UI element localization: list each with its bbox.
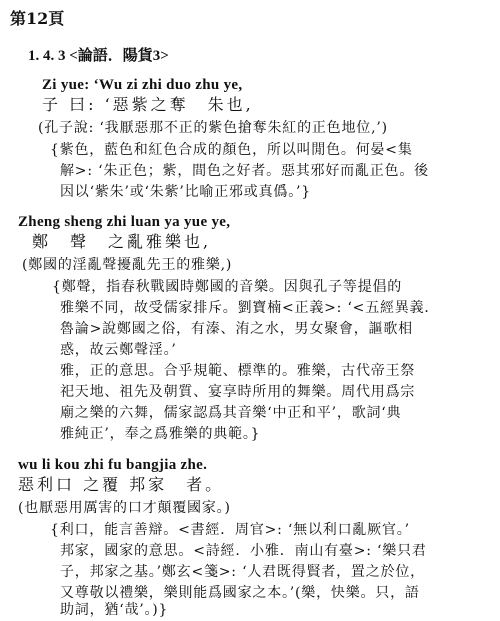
pinyin-line-3: wu li kou zhi fu bangjia zhe. [18,457,208,473]
original-text-3: 惡利口 之覆 邦家 者。 [18,475,225,494]
translation-3: (也厭惡用厲害的口才顛覆國家。) [18,500,231,516]
note-1-line-2: 解>: ‘朱正色；紫，間色之好者。惡其邪好而亂正色。後 [60,163,429,179]
original-text-1: 子 曰: ‘惡紫之奪 朱也, [42,95,254,114]
note-3-line-2: 邦家，國家的意思。<詩經．小雅．南山有臺>: ‘樂只君 [60,543,427,559]
translation-1: (孔子說: ‘我厭惡那不正的紫色搶奪朱紅的正色地位,’) [38,120,388,136]
note-2-line-4: 惑，故云鄭聲淫。’ [60,342,177,358]
page-number: 第12頁 [10,9,65,28]
note-2-line-5: 雅，正的意思。合乎規範、標準的。雅樂，古代帝王祭 [60,363,416,379]
note-2-line-8: 雅純正’，奉之爲雅樂的典範。} [60,426,261,442]
note-1-line-3: 因以‘紫朱’或‘朱紫’比喻正邪或真僞。’} [60,184,311,200]
note-1-line-1: {紫色，藍色和紅色合成的顏色，所以叫閒色。何晏<集 [50,142,413,158]
note-3-line-5: 助詞，猶‘哉’。)} [60,602,169,618]
pinyin-line-2: Zheng sheng zhi luan ya yue ye, [18,214,231,230]
translation-2: (鄭國的淫亂聲擾亂先王的雅樂,) [22,257,233,273]
original-text-2: 鄭 聲 之亂雅樂也, [32,232,212,251]
note-2-line-6: 祀天地、祖先及朝質、宴享時所用的舞樂。周代用爲宗 [60,384,416,400]
note-3-line-1: {利口，能言善辯。<書經．周官>: ‘無以利口亂厥官。’ [50,522,410,538]
note-2-line-3: 魯論>說鄭國之俗，有溱、洧之水，男女聚會，謳歌相 [60,321,413,337]
section-heading: 1. 4. 3 <論語．陽貨3> [28,48,169,64]
note-2-line-1: {鄭聲，指春秋戰國時鄭國的音樂。因與孔子等提倡的 [52,279,403,295]
note-3-line-4: 又尊敬以禮樂，樂則能爲國家之本。’(樂，快樂。只，語 [60,585,420,601]
note-2-line-2: 雅樂不同，故受儒家排斥。劉寶楠<正義>: ‘<五經異義． [60,300,440,316]
note-2-line-7: 廟之樂的六舞，儒家認爲其音樂‘中正和平’，歌詞‘典 [60,405,402,421]
note-3-line-3: 子，邦家之基。’鄭玄<箋>: ‘人君既得賢者，置之於位， [60,564,425,580]
pinyin-line-1: Zi yue: ‘Wu zi zhi duo zhu ye, [42,77,243,93]
